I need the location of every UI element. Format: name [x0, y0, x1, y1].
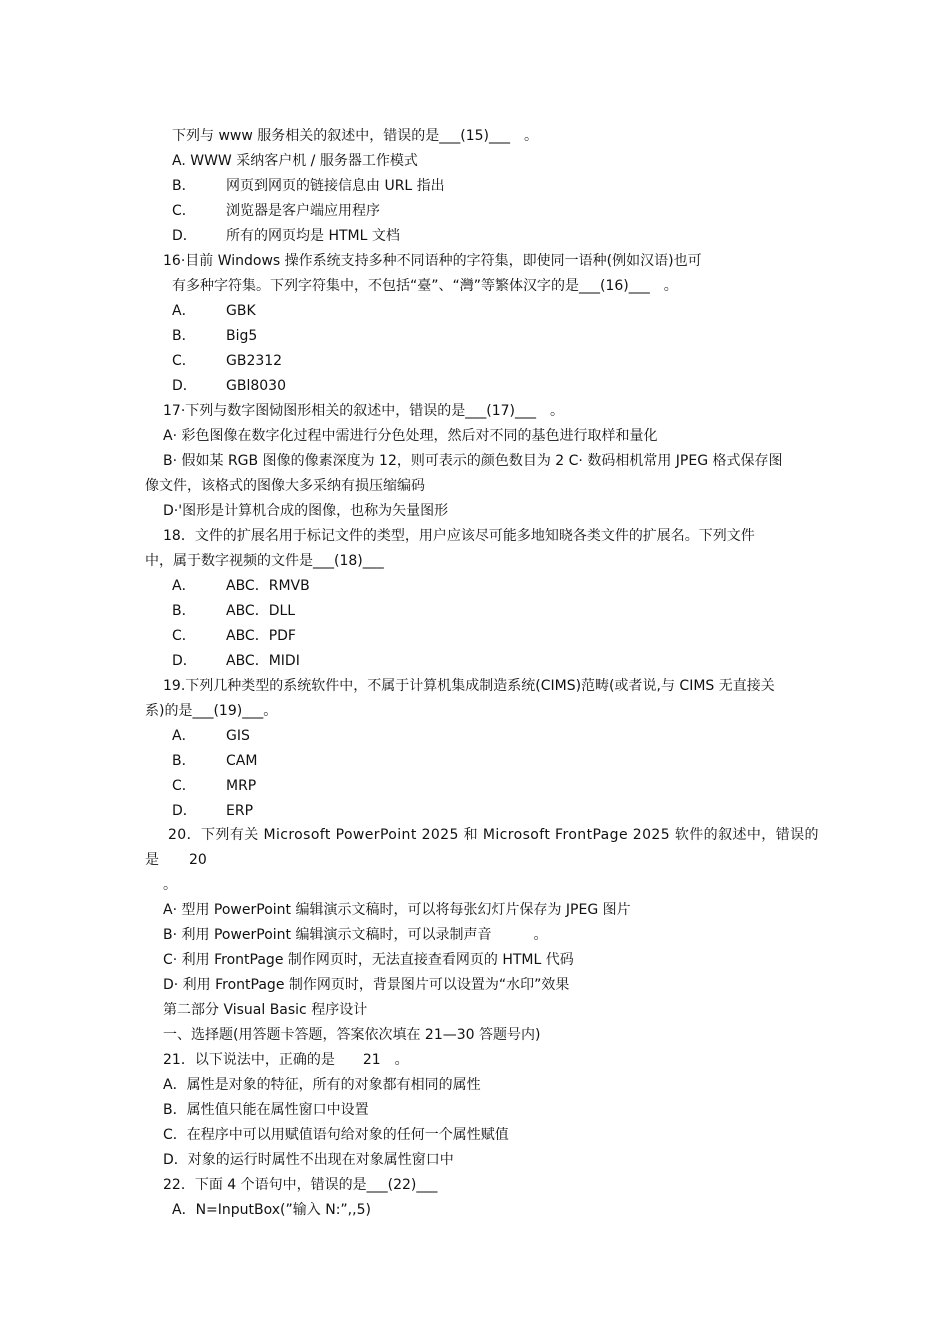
- q18-option-a: A． ABC．RMVB: [172, 578, 310, 594]
- q17-option-d: D·'图形是计算机合成的图像，也称为矢量图形: [163, 503, 449, 519]
- q16-option-c: C． GB2312: [172, 353, 283, 369]
- q16-option-d: D． GBl8030: [172, 378, 286, 394]
- q19-stem-line2: 系)的是___(19)___。: [145, 703, 278, 719]
- q20-stem-line1: 20．下列有关 Microsoft PowerPoint 2025 和 Microsoft FrontPage 2025 软件的叙述中，错误的: [168, 827, 819, 843]
- q22-option-a: A．N=InputBox(”输入 N:”,,5): [172, 1202, 371, 1218]
- q15-stem: 下列与 www 服务相关的叙述中，错误的是___(15)___ 。: [172, 128, 538, 144]
- q20-stem-line2-prefix: 是: [145, 852, 159, 868]
- q21-option-b: B．属性值只能在属性窗口中设置: [163, 1102, 369, 1118]
- q15-option-b: B． 网页到网页的链接信息由 URL 指出: [172, 178, 445, 194]
- q21-option-d: D．对象的运行时属性不出现在对象属性窗口中: [163, 1152, 454, 1168]
- q18-stem-line2: 中，属于数字视频的文件是___(18)___: [145, 553, 384, 569]
- q20-option-b: B· 利用 PowerPoint 编辑演示文稿时，可以录制声音 。: [163, 927, 548, 943]
- q15-option-c: C． 浏览器是客户端应用程序: [172, 203, 380, 219]
- q19-option-b: B． CAM: [172, 753, 258, 769]
- q20-option-c: C· 利用 FrontPage 制作网页时，无法直接查看网页的 HTML 代码: [163, 952, 574, 968]
- q17-option-a: A· 彩色图像在数字化过程中需进行分色处理，然后对不同的基色进行取样和量化: [163, 428, 658, 444]
- q21-stem: 21．以下说法中，正确的是 21 。: [163, 1052, 409, 1068]
- q16-stem-line1: 16·目前 Windows 操作系统支持多种不同语种的字符集，即使同一语种(例如汉语)也可: [163, 253, 702, 269]
- q22-stem: 22．下面 4 个语句中，错误的是___(22)___: [163, 1177, 438, 1193]
- q18-stem-line1: 18．文件的扩展名用于标记文件的类型，用户应该尽可能多地知晓各类文件的扩展名。下列文件: [163, 528, 755, 544]
- q15-option-d: D． 所有的网页均是 HTML 文档: [172, 228, 400, 244]
- q19-option-a: A． GIS: [172, 728, 250, 744]
- q17-stem: 17·下列与数字图恸图形相关的叙述中，错误的是___(17)___ 。: [163, 403, 565, 419]
- q20-option-a: A· 型用 PowerPoint 编辑演示文稿时，可以将每张幻灯片保存为 JPEG 图片: [163, 902, 631, 918]
- q21-option-c: C．在程序中可以用赋值语句给对象的任何一个属性赋值: [163, 1127, 509, 1143]
- q19-stem-line1: 19.下列几种类型的系统软件中，不属于计算机集成制造系统(CIMS)范畴(或者说,与 CIMS 无直接关: [163, 678, 775, 694]
- q19-option-d: D． ERP: [172, 803, 254, 819]
- q19-option-c: C． MRP: [172, 778, 257, 794]
- q16-option-a: A． GBK: [172, 303, 256, 319]
- part2-title: 第二部分 Visual Basic 程序设计: [163, 1002, 368, 1018]
- q21-option-a: A．属性是对象的特征，所有的对象都有相同的属性: [163, 1077, 481, 1093]
- q17-option-b-line2: 像文件，该格式的图像大多采纳有损压缩编码: [145, 478, 425, 494]
- part2-section-heading: 一、选择题(用答题卡答题，答案依次填在 21—30 答题号内): [163, 1027, 541, 1043]
- q18-option-b: B． ABC．DLL: [172, 603, 296, 619]
- q18-option-d: D． ABC．MIDI: [172, 653, 300, 669]
- q20-stem-line3: 。: [163, 877, 177, 893]
- q16-stem-line2: 有多种字符集。下列字符集中，不包括“臺”、“灣”等繁体汉字的是___(16)___ 。: [172, 278, 678, 294]
- q16-option-b: B． Big5: [172, 328, 258, 344]
- q15-option-a: A. WWW 采纳客户机 / 服务器工作模式: [172, 153, 418, 169]
- q18-option-c: C． ABC．PDF: [172, 628, 296, 644]
- q20-option-d: D· 利用 FrontPage 制作网页时，背景图片可以设置为“水印”效果: [163, 977, 570, 993]
- q17-option-b-line1: B· 假如某 RGB 图像的像素深度为 12，则可表示的颜色数目为 2 C· 数码相机常用 JPEG 格式保存图: [163, 453, 783, 469]
- q20-blank-number: 20: [189, 852, 207, 868]
